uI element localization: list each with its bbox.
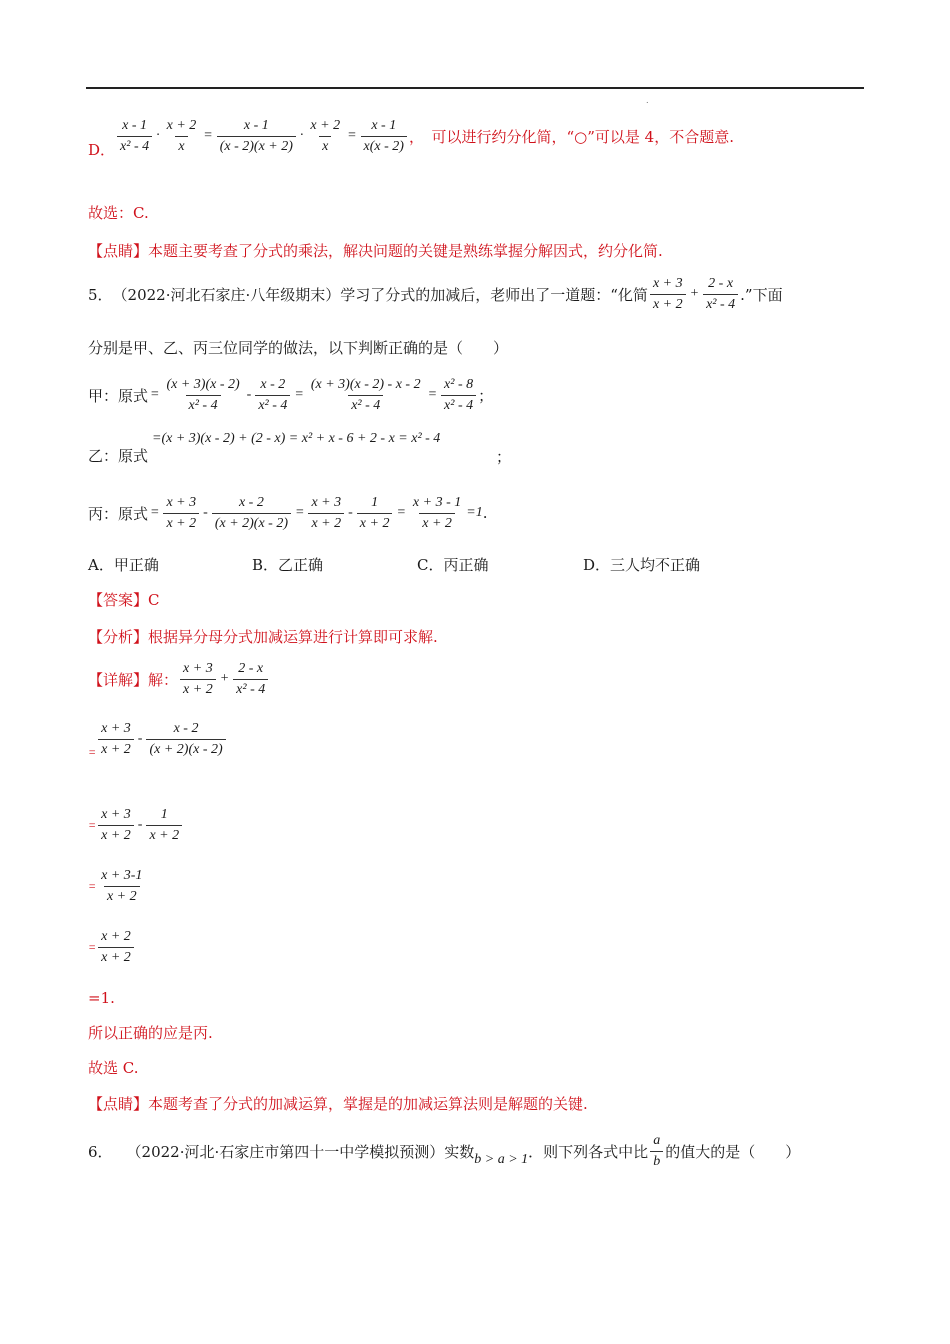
q5-conclusion: 所以正确的应是丙. (88, 1024, 213, 1042)
comment-bracket: 【点睛】 (88, 1095, 149, 1113)
numerator: x - 1 (371, 117, 397, 133)
denominator: (x - 2)(x + 2) (217, 136, 296, 156)
operator: · (156, 128, 160, 143)
operator: · (299, 128, 304, 143)
denominator: x + 2 (98, 947, 134, 967)
denominator: x + 2 (308, 513, 344, 533)
fraction (146, 720, 225, 759)
q5-step-3 (88, 863, 147, 909)
stem-tail: .”下面 (740, 285, 783, 304)
operator: - (246, 387, 252, 402)
denominator: x + 2 (650, 294, 686, 314)
fraction (146, 806, 182, 845)
numerator: (x + 3)(x - 2) (166, 376, 240, 392)
fraction (307, 117, 343, 156)
option-d-label: D． (88, 141, 116, 159)
option-d: D．三人均不正确 (583, 556, 701, 574)
denominator: x (319, 136, 331, 156)
fraction (117, 117, 152, 156)
operator: = (295, 505, 305, 520)
numerator: 2 - x (708, 275, 734, 291)
q5-stem-line2: 分别是甲、乙、丙三位同学的做法，以下判断正确的是（ ） (88, 339, 509, 357)
punctuation: ； (478, 386, 494, 405)
q5-bing (88, 490, 487, 536)
denominator: x + 2 (98, 739, 134, 759)
operator: - (203, 505, 208, 520)
option-b: B．乙正确 (252, 556, 324, 574)
numerator: (x + 3)(x - 2) - x - 2 (310, 376, 421, 392)
numerator: x - 1 (122, 117, 148, 133)
numerator: x - 2 (260, 376, 286, 392)
detail-text: 解： (148, 670, 179, 689)
numerator: x² - 8 (444, 376, 474, 392)
denominator: x² - 4 (233, 679, 268, 699)
q5-analysis (88, 627, 438, 647)
option-c: C．丙正确 (417, 556, 489, 574)
denominator: x² - 4 (255, 395, 290, 415)
q6-stem (88, 1128, 800, 1174)
denominator: x² - 4 (703, 294, 738, 314)
denominator: x + 2 (146, 825, 182, 845)
denominator: (x + 2)(x - 2) (146, 739, 225, 759)
numerator: 1 (371, 494, 379, 510)
operator: = (88, 817, 97, 832)
answer-text: C (148, 591, 160, 609)
operator: + (689, 286, 700, 301)
denominator: x + 2 (98, 825, 134, 845)
detail-bracket: 【详解】 (88, 670, 149, 689)
numerator: x + 2 (310, 117, 341, 133)
question-source: （2022·河北·石家庄市第四十一中学模拟预测）实数 (126, 1142, 475, 1161)
denominator: x (175, 136, 187, 156)
denominator: x² - 4 (186, 395, 221, 415)
option-d-solution (88, 112, 734, 160)
punctuation: ； (496, 448, 512, 466)
fraction (703, 275, 738, 314)
numerator: x + 2 (101, 928, 131, 944)
denominator: (x + 2)(x - 2) (212, 513, 291, 533)
denominator: x² - 4 (117, 136, 152, 156)
answer-bracket: 【答案】 (88, 591, 149, 609)
denominator: x + 2 (163, 513, 199, 533)
analysis-text: 根据异分母分式加减运算进行计算即可求解. (148, 628, 438, 646)
q5-step-5: =1. (88, 989, 115, 1007)
operator: = (427, 387, 438, 402)
fraction (357, 494, 393, 533)
denominator: x + 2 (104, 886, 140, 906)
operator: = (88, 745, 97, 759)
numerator: x + 3 (652, 275, 683, 291)
operator: - (137, 731, 143, 746)
header-rule (86, 87, 864, 89)
denominator: x + 2 (180, 679, 216, 699)
comment-text: 本题主要考查了分式的乘法，解决问题的关键是熟练掌握分解因式，约分化简. (148, 242, 663, 260)
numerator: x + 3 (101, 720, 131, 736)
numerator: x - 2 (173, 720, 199, 736)
numerator: 1 (160, 806, 168, 822)
jia-label: 甲：原式 (88, 386, 149, 405)
operator: = (88, 939, 97, 954)
numerator: x + 3 (311, 494, 342, 510)
numerator: x + 3 (166, 494, 197, 510)
fraction (163, 494, 199, 533)
q5-comment (88, 1094, 588, 1114)
operator: = (88, 878, 97, 893)
question-number: 5． (88, 285, 113, 304)
option-a: A．甲正确 (88, 556, 159, 574)
analysis-bracket: 【分析】 (88, 628, 149, 646)
numerator: x + 3 - 1 (412, 494, 462, 510)
fraction (650, 275, 686, 314)
numerator: x + 3 (183, 660, 213, 676)
operator: = (294, 387, 304, 402)
option-d-text: ， 可以进行约分化简，“○”可以是 4，不合题意. (408, 127, 734, 146)
operator: = (396, 505, 406, 520)
fraction (650, 1132, 663, 1171)
denominator: x(x - 2) (361, 136, 407, 156)
comment-text: 本题考查了分式的加减运算，掌握是的加减运算法则是解题的关键. (148, 1095, 588, 1113)
q5-jia (88, 372, 493, 418)
operator: = (203, 128, 213, 143)
q5-answer (88, 590, 160, 610)
condition: b > a > 1 (474, 1152, 529, 1167)
bing-label: 丙：原式 (88, 504, 149, 523)
fraction (212, 494, 291, 533)
numerator: x - 2 (238, 494, 264, 510)
q5-yi-expression: =(x + 3)(x - 2) + (2 - x) = x² + x - 6 + 2 - x = x² - 4 (152, 431, 441, 446)
q5-detail (88, 656, 270, 702)
question-number: 6． (88, 1142, 113, 1161)
question-text: ．则下列各式中比 (528, 1142, 649, 1161)
fraction (441, 376, 476, 415)
q4-comment (88, 241, 663, 261)
denominator: x² - 4 (441, 395, 476, 415)
numerator: x + 3 (101, 806, 131, 822)
operator: = (150, 505, 160, 520)
q5-choice: 故选 C. (88, 1059, 139, 1077)
numerator: a (653, 1132, 661, 1148)
fraction (308, 376, 424, 415)
numerator: x + 3-1 (101, 867, 143, 883)
fraction (98, 720, 134, 759)
operator: - (348, 505, 353, 520)
fraction (180, 660, 216, 699)
fraction (361, 117, 407, 156)
question-source: （2022·河北石家庄·八年级期末）学习了分式的加减后，老师出了一道题：“化简 (112, 285, 648, 304)
result: =1 (466, 505, 483, 520)
operator: + (219, 671, 230, 686)
fraction (233, 660, 268, 699)
q5-stem (88, 272, 783, 316)
fraction (410, 494, 464, 533)
punctuation: . (482, 504, 488, 522)
denominator: b (650, 1151, 663, 1171)
q5-yi-label: 乙：原式 (88, 447, 149, 465)
q5-step-2 (88, 802, 184, 848)
numerator: 2 - x (238, 660, 264, 676)
fraction (255, 376, 290, 415)
fraction (98, 867, 145, 906)
fraction (98, 806, 134, 845)
denominator: x + 2 (419, 513, 455, 533)
comment-bracket: 【点睛】 (88, 242, 149, 260)
q5-step-1 (88, 716, 228, 762)
q5-step-4 (88, 924, 136, 970)
fraction (308, 494, 344, 533)
question-text-end: 的值大的是（ ） (665, 1142, 801, 1161)
numerator: x + 2 (166, 117, 197, 133)
fraction (164, 117, 200, 156)
operator: - (137, 817, 143, 832)
denominator: x² - 4 (348, 395, 383, 415)
q4-choice: 故选：C. (88, 204, 149, 222)
numerator: x - 1 (243, 117, 269, 133)
fraction (98, 928, 134, 967)
fraction (217, 117, 296, 156)
header-dot: . (646, 96, 649, 105)
denominator: x + 2 (357, 513, 393, 533)
fraction (163, 376, 242, 415)
operator: = (347, 128, 357, 143)
operator: = (150, 387, 160, 402)
